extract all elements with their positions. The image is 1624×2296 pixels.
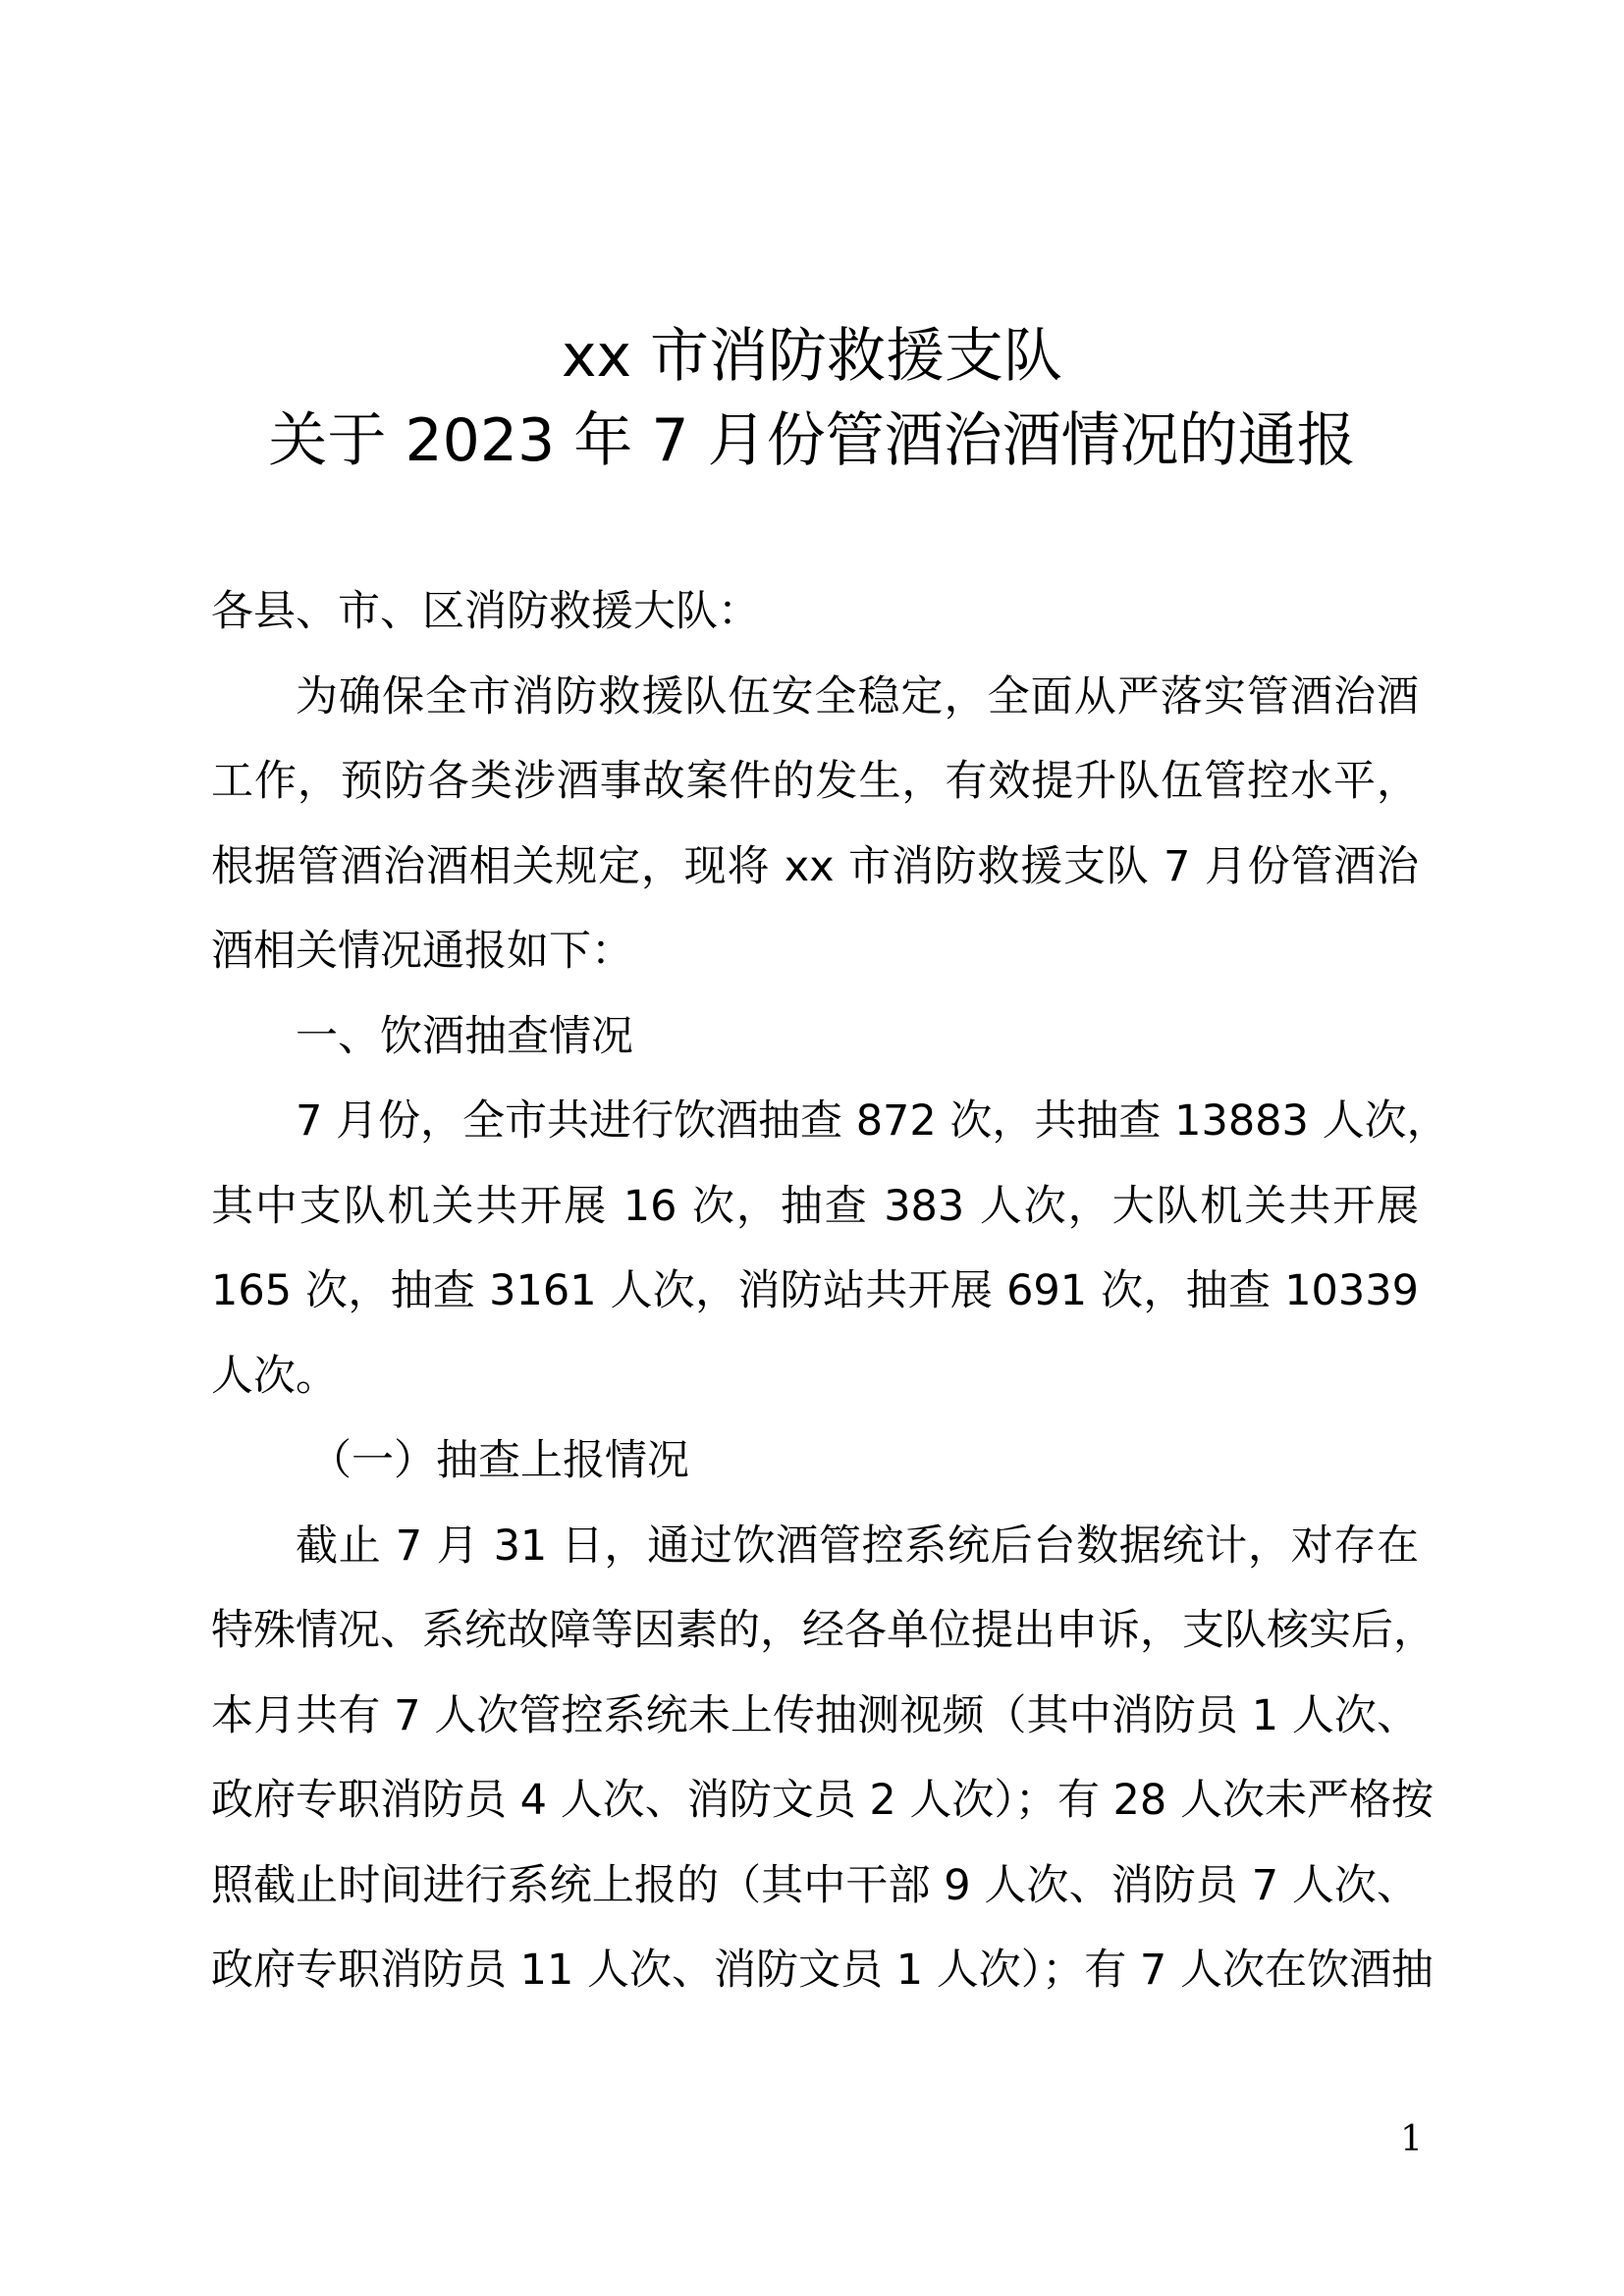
subsection-1-line-2: 特殊情况、系统故障等因素的，经各单位提出申诉，支队核实后， xyxy=(211,1606,1435,1655)
section-1-line-3: 165 次，抽查 3161 人次，消防站共开展 691 次，抽查 10339 xyxy=(211,1266,1419,1315)
subsection-1-heading: （一）抽查上报情况 xyxy=(309,1436,689,1485)
section-1-line-1: 7 月份，全市共进行饮酒抽查 872 次，共抽查 13883 人次， xyxy=(296,1096,1449,1146)
subsection-1-line-5: 照截止时间进行系统上报的（其中干部 9 人次、消防员 7 人次、 xyxy=(211,1860,1419,1910)
subsection-1-line-1: 截止 7 月 31 日，通过饮酒管控系统后台数据统计，对存在 xyxy=(296,1521,1419,1571)
document-body xyxy=(211,569,1449,2013)
intro-line-1: 为确保全市消防救援队伍安全稳定，全面从严落实管酒治酒 xyxy=(296,671,1419,721)
intro-line-3: 根据管酒治酒相关规定，现将 xx 市消防救援支队 7 月份管酒治 xyxy=(211,841,1419,891)
intro-line-2: 工作，预防各类涉酒事故案件的发生，有效提升队伍管控水平， xyxy=(211,757,1419,806)
subsection-1-line-3: 本月共有 7 人次管控系统未上传抽测视频（其中消防员 1 人次、 xyxy=(211,1690,1419,1740)
section-1-line-2: 其中支队机关共开展 16 次，抽查 383 人次，大队机关共开展 xyxy=(211,1181,1419,1231)
section-1-heading: 一、饮酒抽查情况 xyxy=(296,1011,633,1061)
page-number: 1 xyxy=(1400,2119,1423,2160)
intro-line-4: 酒相关情况通报如下： xyxy=(211,927,633,976)
subsection-1-line-4: 政府专职消防员 4 人次、消防文员 2 人次）；有 28 人次未严格按 xyxy=(211,1776,1434,1825)
document-title-line-2: 关于 2023 年 7 月份管酒治酒情况的通报 xyxy=(268,406,1356,475)
salutation: 各县、市、区消防救援大队： xyxy=(211,587,760,636)
subsection-1-line-6: 政府专职消防员 11 人次、消防文员 1 人次）；有 7 人次在饮酒抽 xyxy=(211,1946,1434,1995)
document-title-line-1: xx 市消防救援支队 xyxy=(561,322,1063,391)
section-1-line-4: 人次。 xyxy=(211,1351,338,1401)
